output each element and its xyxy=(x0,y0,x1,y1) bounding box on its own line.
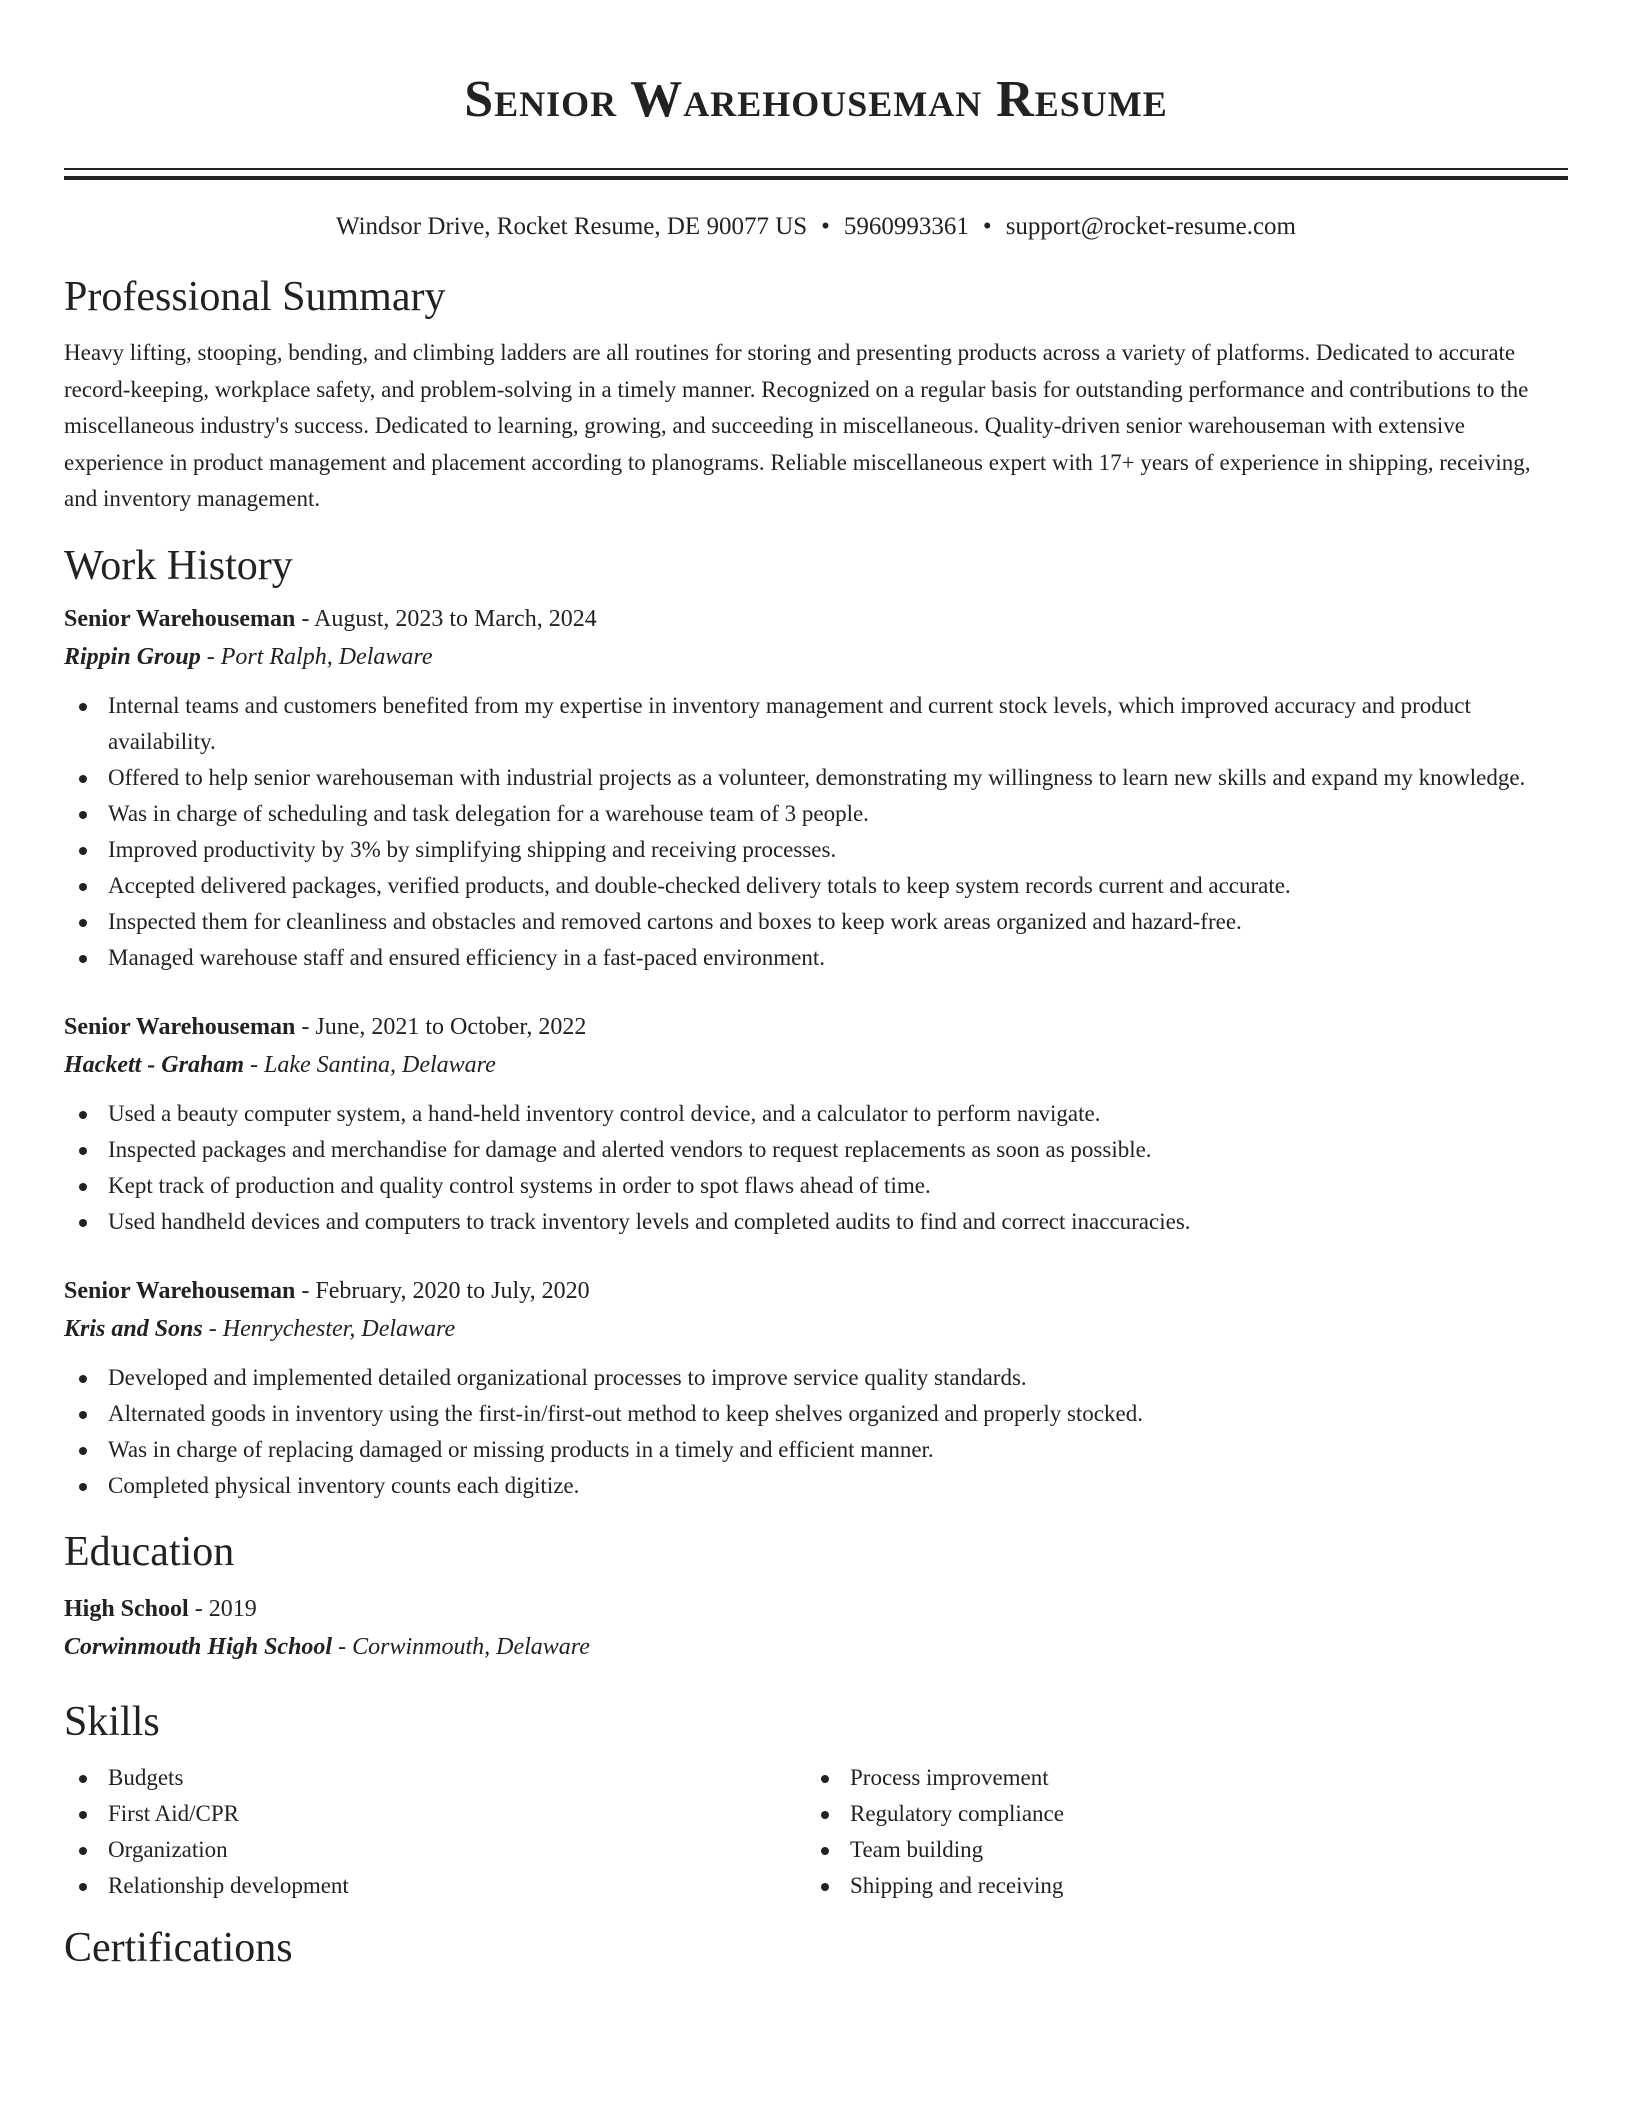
contact-separator: • xyxy=(982,213,992,240)
education-year: - 2019 xyxy=(188,1595,257,1622)
list-item: Used handheld devices and computers to track inventory levels and completed audits to find and correct inaccuracies. xyxy=(64,1204,1568,1240)
summary-heading: Professional Summary xyxy=(64,274,446,320)
list-item: Accepted delivered packages, verified products, and double-checked delivery totals to keep system records current and accurate. xyxy=(64,868,1568,904)
job-duties-list xyxy=(64,688,1568,976)
skills-grid xyxy=(64,1760,1568,1904)
list-item: Inspected packages and merchandise for damage and alerted vendors to request replacements as soon as possible. xyxy=(64,1132,1568,1168)
job-dates: - August, 2023 to March, 2024 xyxy=(295,605,597,632)
job-header xyxy=(64,600,1568,638)
education-degree: High School xyxy=(64,1595,189,1622)
list-item: Internal teams and customers benefited from my expertise in inventory management and current stock levels, which improved accuracy and product availability. xyxy=(64,688,1568,760)
job-location: - Lake Santina, Delaware xyxy=(244,1051,496,1078)
job-role: Senior Warehouseman xyxy=(64,1013,296,1040)
list-item: Kept track of production and quality control systems in order to spot flaws ahead of time. xyxy=(64,1168,1568,1204)
list-item: Developed and implemented detailed organizational processes to improve service quality standards. xyxy=(64,1360,1568,1396)
list-item: Completed physical inventory counts each digitize. xyxy=(64,1468,1568,1504)
job-entry xyxy=(64,600,1568,976)
job-company-line xyxy=(64,638,1568,676)
list-item: Offered to help senior warehouseman with industrial projects as a volunteer, demonstrating my willingness to learn new skills and expand my knowledge. xyxy=(64,760,1568,796)
contact-email: support@rocket-resume.com xyxy=(1005,213,1296,240)
education-location: - Corwinmouth, Delaware xyxy=(332,1633,590,1660)
job-location: - Port Ralph, Delaware xyxy=(200,643,433,670)
title-divider-thin xyxy=(64,168,1568,170)
skill-item: Regulatory compliance xyxy=(806,1796,1548,1832)
education-school: Corwinmouth High School xyxy=(64,1633,333,1660)
list-item: Inspected them for cleanliness and obstacles and removed cartons and boxes to keep work areas organized and hazard-free. xyxy=(64,904,1568,940)
job-role: Senior Warehouseman xyxy=(64,605,296,632)
summary-text: Heavy lifting, stooping, bending, and climbing ladders are all routines for storing and presenting products across a variety of platforms. Dedicated to accurate record-keeping, workplace safety, and problem-solving in a timely manner. Recognized on a regular basis for outstanding performance and contributions to the miscellaneous industry's success. Dedicated to learning, growing, and succeeding in miscellaneous. Quality-driven senior warehouseman with extensive experience in product management and placement according to planograms. Reliable miscellaneous expert with 17+ years of experience in shipping, receiving, and inventory management. xyxy=(64,340,1531,511)
job-company-line xyxy=(64,1310,1568,1348)
education-entry xyxy=(64,1590,1568,1666)
skill-item: Relationship development xyxy=(64,1868,806,1904)
skill-item: First Aid/CPR xyxy=(64,1796,806,1832)
job-entry xyxy=(64,1008,1568,1240)
skill-item: Team building xyxy=(806,1832,1548,1868)
job-dates: - February, 2020 to July, 2020 xyxy=(295,1277,590,1304)
skills-heading: Skills xyxy=(64,1698,160,1745)
list-item: Used a beauty computer system, a hand-held inventory control device, and a calculator to perform navigate. xyxy=(64,1096,1568,1132)
resume-title: Senior Warehouseman Resume xyxy=(464,71,1168,128)
list-item: Improved productivity by 3% by simplifying shipping and receiving processes. xyxy=(64,832,1568,868)
job-company: Kris and Sons xyxy=(64,1315,203,1342)
education-school-line xyxy=(64,1628,1568,1666)
job-duties-list xyxy=(64,1360,1568,1504)
contact-separator: • xyxy=(821,213,830,240)
resume-page xyxy=(64,0,1568,1974)
contact-phone: 5960993361 xyxy=(843,213,969,240)
skill-item: Budgets xyxy=(64,1760,806,1796)
job-role: Senior Warehouseman xyxy=(64,1277,296,1304)
job-duties-list xyxy=(64,1096,1568,1240)
skill-item: Shipping and receiving xyxy=(806,1868,1548,1904)
contact-line xyxy=(64,211,1568,243)
contact-address: Windsor Drive, Rocket Resume, DE 90077 US xyxy=(336,213,808,240)
skill-item: Process improvement xyxy=(806,1760,1548,1796)
work-history-heading: Work History xyxy=(64,542,293,589)
job-header xyxy=(64,1008,1568,1046)
skills-list-right xyxy=(806,1760,1548,1904)
job-location: - Henrychester, Delaware xyxy=(202,1315,456,1342)
job-entry xyxy=(64,1272,1568,1504)
job-company: Hackett - Graham xyxy=(64,1051,244,1078)
job-header xyxy=(64,1272,1568,1310)
title-divider-thick xyxy=(64,176,1568,180)
certifications-heading: Certifications xyxy=(64,1924,293,1971)
list-item: Managed warehouse staff and ensured efficiency in a fast-paced environment. xyxy=(64,940,1568,976)
list-item: Was in charge of scheduling and task delegation for a warehouse team of 3 people. xyxy=(64,796,1568,832)
education-heading: Education xyxy=(64,1528,235,1575)
list-item: Alternated goods in inventory using the first-in/first-out method to keep shelves organized and properly stocked. xyxy=(64,1396,1568,1432)
job-company-line xyxy=(64,1046,1568,1084)
job-dates: - June, 2021 to October, 2022 xyxy=(295,1013,587,1040)
job-company: Rippin Group xyxy=(64,643,201,670)
education-header xyxy=(64,1590,1568,1628)
list-item: Was in charge of replacing damaged or missing products in a timely and efficient manner. xyxy=(64,1432,1568,1468)
skill-item: Organization xyxy=(64,1832,806,1868)
skills-list-left xyxy=(64,1760,806,1904)
